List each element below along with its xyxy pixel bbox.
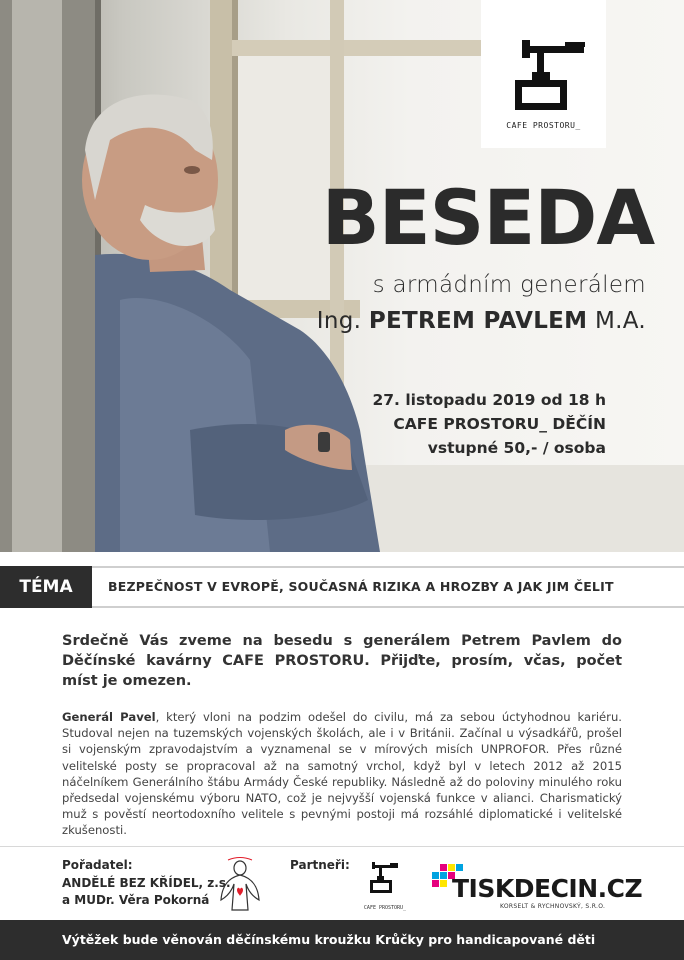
topic-text: BEZPEČNOST V EVROPĚ, SOUČASNÁ RIZIKA A HROZBY A JAK JIM ČELIT xyxy=(92,566,684,608)
organizer-name: ANDĚLÉ BEZ KŘÍDEL, z.s. xyxy=(62,876,231,890)
partners-title: Partneři: xyxy=(290,858,350,872)
logo-caption: CAFE PROSTORU_ xyxy=(506,121,581,130)
organizer-title: Pořadatel: xyxy=(62,858,133,872)
subtitle-line2 xyxy=(250,308,646,334)
tiskdecin-subtitle: KORSELT & RYCHNOVSKÝ, S.R.O. xyxy=(500,903,606,910)
event-info xyxy=(340,388,606,460)
event-venue: CAFE PROSTORU_ DĚČÍN xyxy=(393,415,606,433)
subtitle-prefix: Ing. xyxy=(316,308,362,334)
cafe-logo-icon xyxy=(481,0,606,118)
bio-text: , který vloni na podzim odešel do civilu, má za sebou úctyhodnou kariéru. Studoval nejen na tuzemských vojenských školách, ale i v Británii. Začínal u výsadkářů, prošel si vojenským zpravodajstvím a vyznamenal se v mírových misích UNPROFOR. Přes různé velitelské posty se propracoval až na samotný vrchol, když byl v letech 2012 až 2015 náčelníkem Generálního štábu Armády České republiky. Následně až do poloviny minulého roku předsedal vojenskému výboru NATO, což je nejvyšší vojenská funkce v alianci. Charismatický muž s pověstí neortodoxního velitele s pevnými postoji má rozsáhlé diplomatické i velitelské zkušenosti. xyxy=(62,710,622,838)
tiskdecin-name: TISKDECIN.CZ xyxy=(452,874,643,903)
event-title: BESEDA xyxy=(321,173,655,262)
bio-name: Generál Pavel xyxy=(62,710,156,724)
topic-row xyxy=(0,552,684,622)
event-date: 27. listopadu 2019 od 18 h xyxy=(372,391,606,409)
event-fee: vstupné 50,- / osoba xyxy=(427,439,606,457)
partner-cafe-caption: CAFE PROSTORU_ xyxy=(363,905,407,911)
subtitle-suffix: M.A. xyxy=(595,308,646,334)
cafe-logo-icon-small xyxy=(362,858,408,904)
footer-divider xyxy=(0,846,684,847)
subtitle-line1: s armádním generálem xyxy=(372,272,646,298)
bio-paragraph xyxy=(62,709,622,839)
angel-logo-icon xyxy=(218,856,262,914)
partner-cafe-logo xyxy=(362,858,408,914)
organizer-person: a MUDr. Věra Pokorná xyxy=(62,893,210,907)
speaker-name: PETREM PAVLEM xyxy=(368,308,588,334)
invitation-lead: Srdečně Vás zveme na besedu s generálem Petrem Pavlem do Děčínské kavárny CAFE PROSTORU. Přijďte, prosím, včas, počet míst je omezen. xyxy=(62,633,622,689)
cafe-prostoru-logo xyxy=(481,0,606,148)
footer-note: Výtěžek bude věnován děčínskému kroužku Krůčky pro handicapované děti xyxy=(0,920,684,960)
topic-label: TÉMA xyxy=(0,566,92,608)
